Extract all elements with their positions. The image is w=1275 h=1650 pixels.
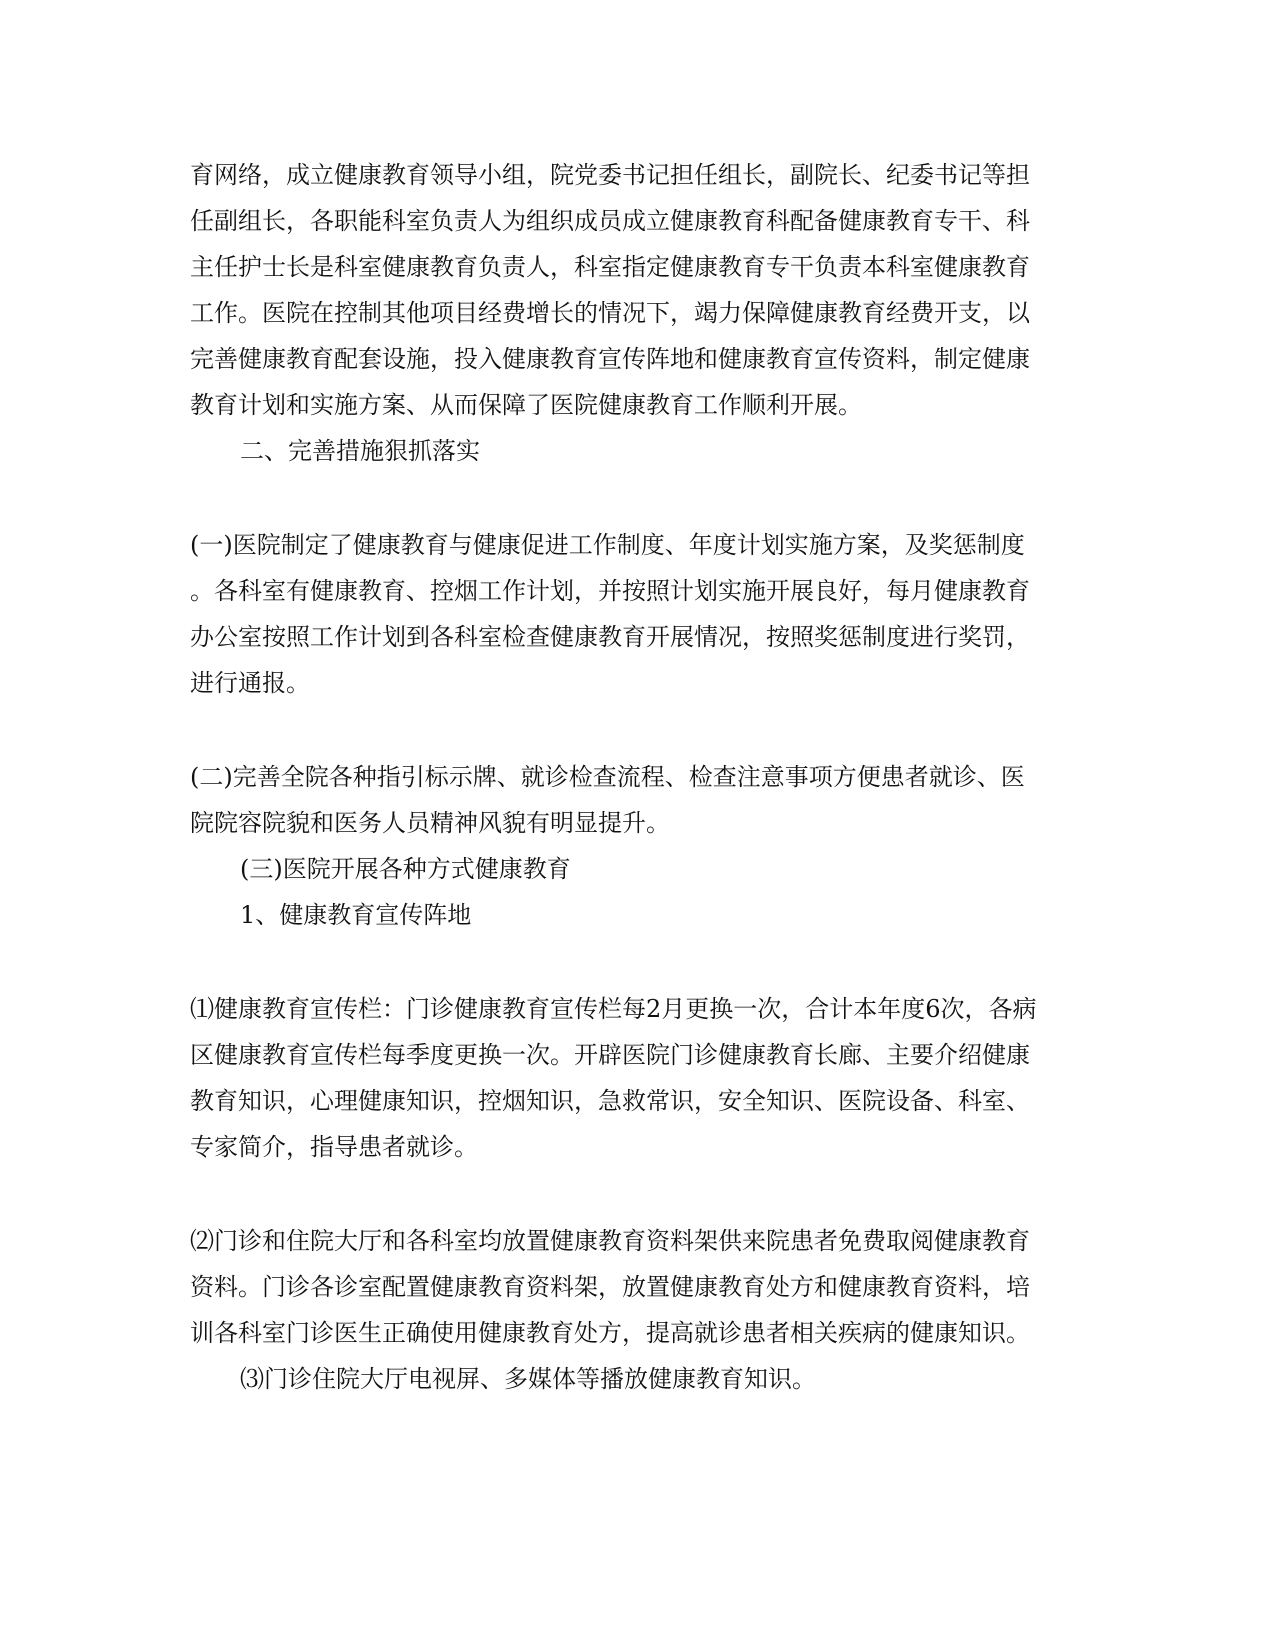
body-text-line: ⑵门诊和住院大厅和各科室均放置健康教育资料架供来院患者免费取阅健康教育	[190, 1227, 1030, 1255]
body-text-line: 办公室按照工作计划到各科室检查健康教育开展情况，按照奖惩制度进行奖罚，	[190, 623, 1030, 651]
body-text-line: 育网络，成立健康教育领导小组，院党委书记担任组长，副院长、纪委书记等担	[190, 161, 1030, 189]
body-text-line: (一)医院制定了健康教育与健康促进工作制度、年度计划实施方案，及奖惩制度	[190, 531, 1025, 559]
body-text-line: 进行通报。	[190, 669, 310, 697]
body-text-line: (二)完善全院各种指引标示牌、就诊检查流程、检查注意事项方便患者就诊、医	[190, 763, 1025, 791]
body-text-line: 区健康教育宣传栏每季度更换一次。开辟医院门诊健康教育长廊、主要介绍健康	[190, 1041, 1030, 1069]
body-text-line: ⑴健康教育宣传栏：门诊健康教育宣传栏每2月更换一次，合计本年度6次，各病	[190, 995, 1037, 1023]
body-text-line: 。各科室有健康教育、控烟工作计划，并按照计划实施开展良好，每月健康教育	[190, 577, 1030, 605]
body-text-line: 资料。门诊各诊室配置健康教育资料架，放置健康教育处方和健康教育资料，培	[190, 1273, 1030, 1301]
body-text-line: 完善健康教育配套设施，投入健康教育宣传阵地和健康教育宣传资料，制定健康	[190, 345, 1030, 373]
subsection-heading: 1、健康教育宣传阵地	[240, 901, 472, 929]
body-text-line: 教育知识，心理健康知识，控烟知识，急救常识，安全知识、医院设备、科室、	[190, 1087, 1030, 1115]
body-text-line: 主任护士长是科室健康教育负责人，科室指定健康教育专干负责本科室健康教育	[190, 253, 1030, 281]
section-heading: 二、完善措施狠抓落实	[240, 437, 480, 465]
body-text-line: 教育计划和实施方案、从而保障了医院健康教育工作顺利开展。	[190, 391, 862, 419]
body-text-line: 院院容院貌和医务人员精神风貌有明显提升。	[190, 809, 670, 837]
body-text-line: 工作。医院在控制其他项目经费增长的情况下，竭力保障健康教育经费开支，以	[190, 299, 1030, 327]
body-text-line: 专家简介，指导患者就诊。	[190, 1133, 478, 1161]
subsection-heading: (三)医院开展各种方式健康教育	[240, 855, 571, 883]
body-text-line: 任副组长，各职能科室负责人为组织成员成立健康教育科配备健康教育专干、科	[190, 207, 1030, 235]
body-text-line: ⑶门诊住院大厅电视屏、多媒体等播放健康教育知识。	[240, 1365, 816, 1393]
body-text-line: 训各科室门诊医生正确使用健康教育处方，提高就诊患者相关疾病的健康知识。	[190, 1319, 1030, 1347]
